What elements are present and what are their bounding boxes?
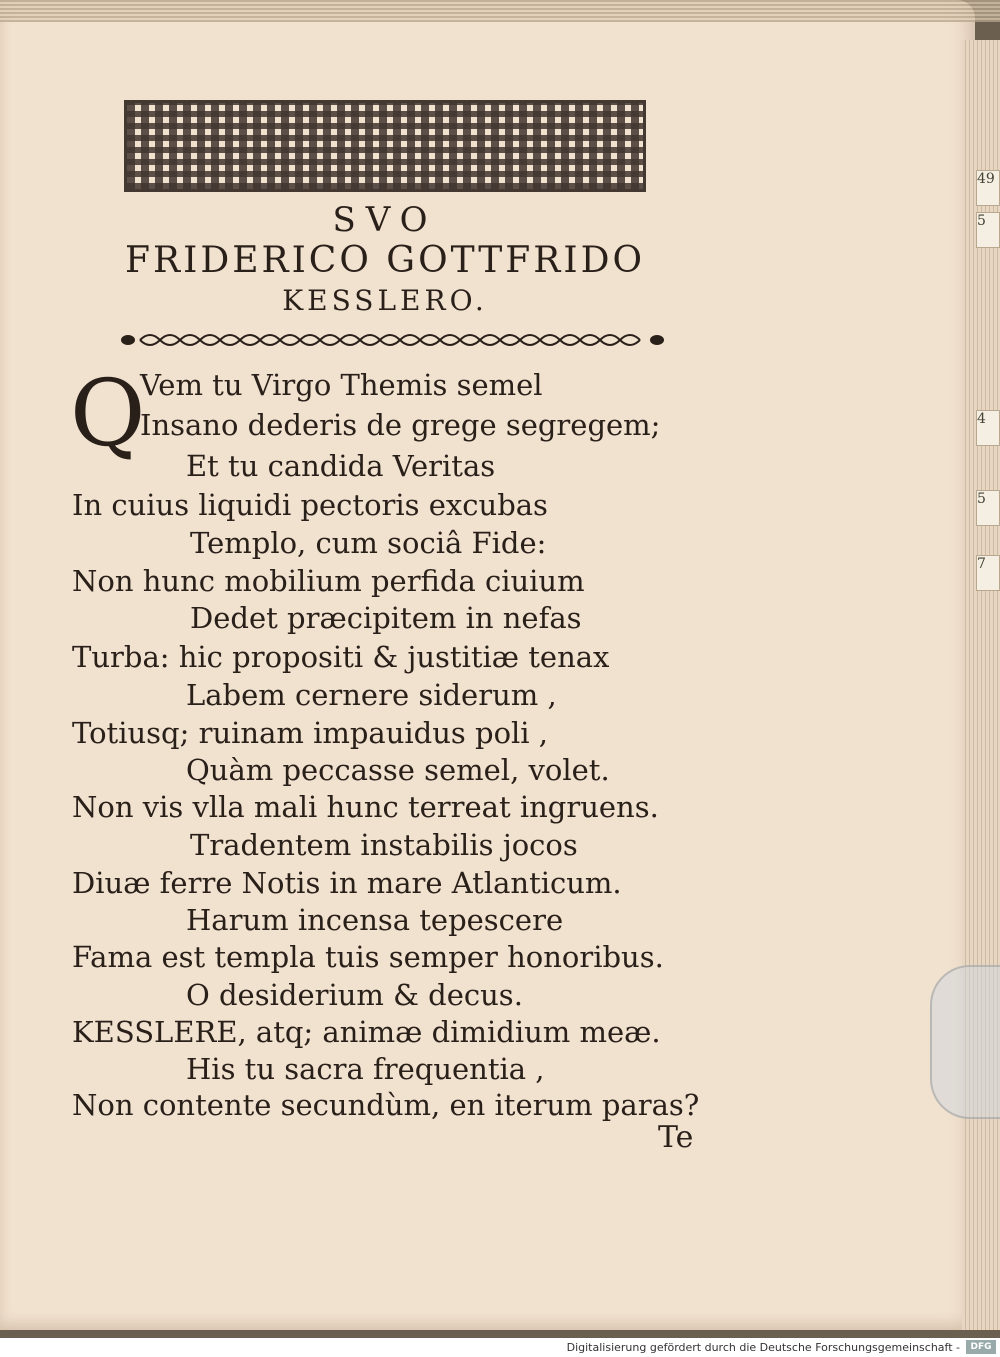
poem-line: Non contente secundùm, en iterum paras?	[72, 1088, 700, 1122]
dfg-logo: DFG	[966, 1340, 996, 1354]
poem-line: Non vis vlla mali hunc terreat ingruens.	[72, 790, 659, 824]
poem-line: Totiusq; ruinam impauidus poli ,	[72, 716, 549, 750]
poem-line: Fama est templa tuis semper honoribus.	[72, 940, 664, 974]
poem-line: Insano dederis de grege segregem;	[140, 408, 661, 442]
poem-line: Labem cernere siderum ,	[186, 678, 557, 712]
margin-tab: 5	[976, 212, 1000, 248]
poem-line: Diuæ ferre Notis in mare Atlanticum.	[72, 866, 622, 900]
poem-line: Harum incensa tepescere	[186, 903, 564, 937]
poem-line: Tradentem instabilis jocos	[190, 828, 578, 862]
heading-line-2: FRIDERICO GOTTFRIDO	[125, 240, 645, 281]
ornamental-headpiece	[124, 100, 646, 192]
margin-tab: 7	[976, 555, 1000, 591]
page-top-edge	[0, 0, 1000, 22]
drop-capital: Q	[70, 360, 146, 467]
margin-tab: 5	[976, 490, 1000, 526]
poem-line: KESSLERE, atq; animæ dimidium meæ.	[72, 1015, 661, 1049]
poem-line: Et tu candida Veritas	[186, 449, 496, 483]
heading-line-1: SVO	[332, 200, 438, 240]
footer-bar	[0, 1338, 1000, 1357]
poem-line: Templo, cum sociâ Fide:	[190, 526, 547, 560]
poem-line: Turba: hic propositi & justitiæ tenax	[72, 640, 610, 674]
margin-tab: 4	[976, 410, 1000, 446]
poem-line: Non hunc mobilium perfida ciuium	[72, 564, 585, 598]
catchword: Te	[658, 1120, 694, 1155]
margin-tab: 49	[976, 170, 1000, 206]
poem-line: His tu sacra frequentia ,	[186, 1052, 545, 1086]
poem-line: O desiderium & decus.	[186, 978, 523, 1012]
poem-line: Vem tu Virgo Themis semel	[140, 368, 543, 402]
poem-line: Dedet præcipitem in nefas	[190, 601, 582, 635]
heading-line-3: KESSLERO.	[282, 284, 488, 317]
footer-credit: Digitalisierung gefördert durch die Deutsche Forschungsgemeinschaft -	[566, 1341, 960, 1354]
paper-clip	[930, 965, 1000, 1119]
ornamental-rule	[120, 328, 665, 352]
poem-line: Quàm peccasse semel, volet.	[186, 753, 610, 787]
poem-line: In cuius liquidi pectoris excubas	[72, 488, 548, 522]
